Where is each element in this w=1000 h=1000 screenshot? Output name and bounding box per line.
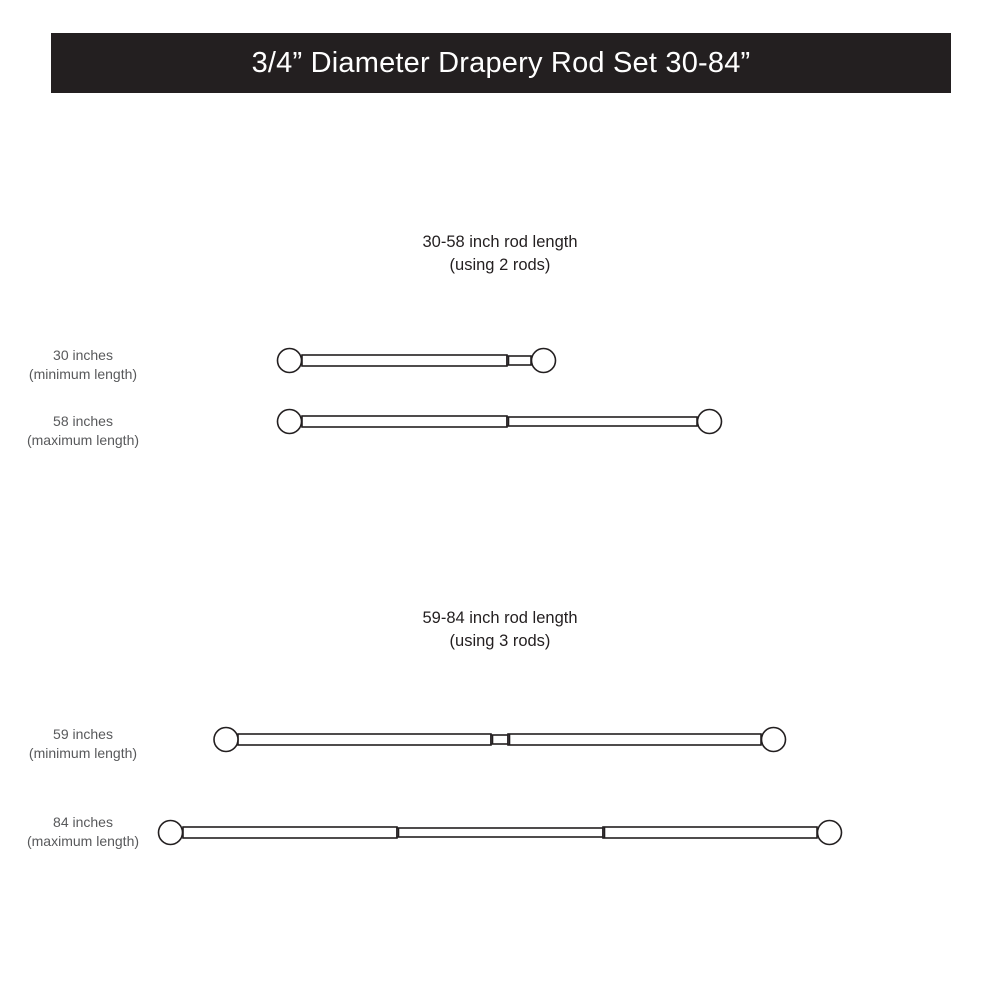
rod-assembly-59in [214,728,786,752]
finial-icon [278,349,302,373]
length-note: (minimum length) [28,745,138,761]
length-note: (maximum length) [26,833,140,849]
section-heading-line2: (using 3 rods) [449,632,551,650]
rod-assembly-84in [159,821,842,845]
rod-segment [508,734,761,745]
finial-icon [698,410,722,434]
section-heading-line1: 59-84 inch rod length [422,609,578,627]
rod-segment [302,416,507,427]
length-note: (maximum length) [26,432,140,448]
rod-segment [238,734,491,745]
length-note: (minimum length) [28,366,138,382]
length-label: 30 inches [53,347,113,363]
page-title: 3/4” Diameter Drapery Rod Set 30-84” [251,46,751,79]
rod-assembly-58in [278,410,722,434]
finial-icon [762,728,786,752]
rod-segment [491,735,508,744]
rod-segment [603,827,817,838]
rod-assembly-30in [278,349,556,373]
finial-icon [278,410,302,434]
section-heading-line1: 30-58 inch rod length [422,233,578,251]
length-label: 59 inches [53,726,113,742]
length-label: 58 inches [53,413,113,429]
rod-segment [507,356,531,365]
finial-icon [532,349,556,373]
finial-icon [159,821,183,845]
finial-icon [214,728,238,752]
finial-icon [818,821,842,845]
rod-segment [507,417,697,426]
section-heading-line2: (using 2 rods) [449,256,551,274]
length-label: 84 inches [53,814,113,830]
rod-segment [397,828,603,837]
rod-segment [183,827,397,838]
rod-segment [302,355,507,366]
